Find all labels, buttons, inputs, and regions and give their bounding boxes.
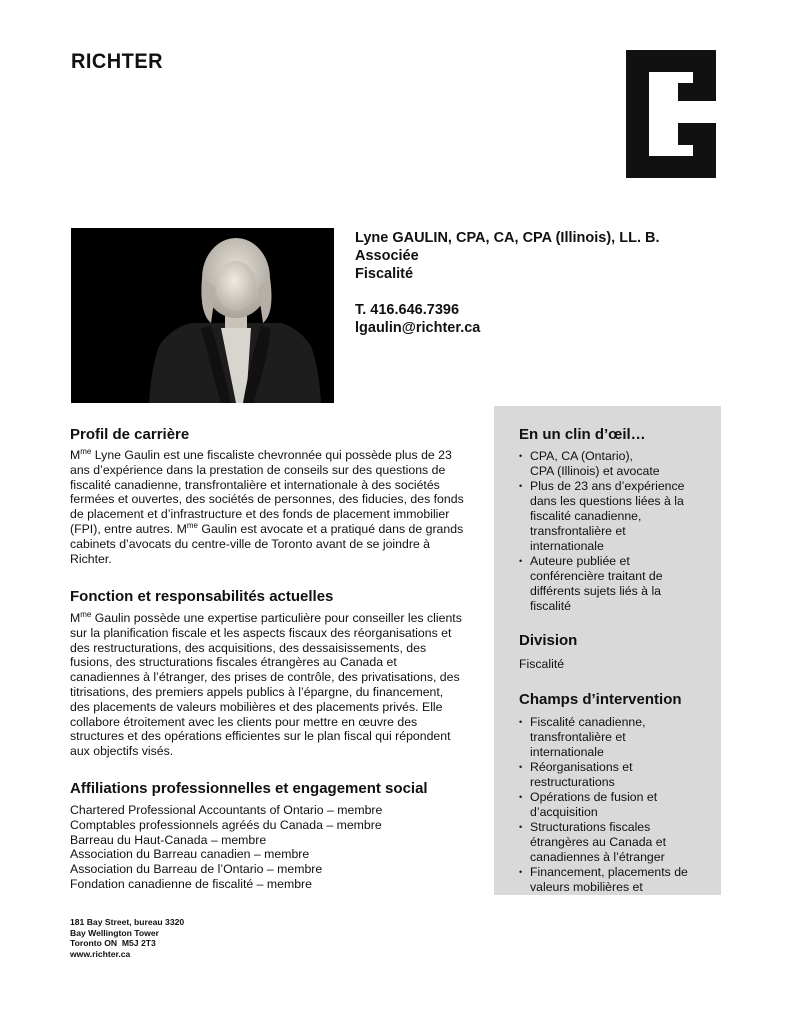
- list-item: • CPA, CA (Ontario), CPA (Illinois) et avocate: [519, 449, 699, 479]
- function-section: [70, 588, 470, 606]
- portrait-photo: [71, 228, 334, 403]
- affiliation-item: Chartered Professional Accountants of Ontario – membre: [70, 803, 383, 817]
- address-line: Toronto ON M5J 2T3: [70, 938, 156, 949]
- function-heading: Fonction et responsabilités actuelles: [70, 588, 334, 605]
- affiliation-item: Association du Barreau de l’Ontario – membre: [70, 862, 323, 877]
- career-section: [70, 426, 470, 444]
- contact-block: [355, 229, 660, 337]
- career-heading: Profil de carrière: [70, 426, 190, 443]
- affiliations-heading: Affiliations professionnelles et engagement social: [70, 780, 428, 797]
- list-item: • Structurations fiscales étrangères au Canada et canadiennes à l’étranger: [519, 820, 699, 865]
- list-item: • Réorganisations et restructurations: [519, 760, 699, 790]
- website-link[interactable]: www.richter.ca: [70, 948, 131, 959]
- division-section: [519, 632, 709, 650]
- glance-list: [519, 449, 699, 614]
- function-text: $M^{me}$ Gaulin possède une expertise particulière pour conseiller les clients sur la planification fiscale et les aspects fiscaux des réorganisations et des restructurations, des acquisitions, des dessaisissements, des fusions, des structurations fiscales étrangères au Canada et canadiennes à l’étranger, des prises de contrôle, des privatisations, des titrisations, des premiers appels publics à l’épargne, du financement, des placements de valeurs mobilières et des placements privés. Elle collabore étroitement avec les clients pour mettre en œuvre des structures et des opérations efficientes sur le plan fiscal qui répondent aux objectifs visés.: [70, 610, 462, 759]
- richter-emblem-icon: [626, 50, 716, 178]
- glance-section: [519, 426, 709, 444]
- richter-logo: RICHTER: [71, 50, 164, 73]
- list-item: • Fiscalité canadienne, transfrontalière et internationale: [519, 715, 699, 760]
- affiliation-item: Fondation canadienne de fiscalité – membre: [70, 876, 312, 891]
- address-line: Bay Wellington Tower: [70, 927, 159, 938]
- email-link[interactable]: lgaulin@richter.ca: [355, 320, 481, 336]
- list-item: • Auteure publiée et conférencière traitant de différents sujets liés à la fiscalité: [519, 554, 699, 614]
- division-heading: Division: [519, 632, 578, 649]
- career-text: $M^{me}$ Lyne Gaulin est une fiscaliste chevronnée qui possède plus de 23 ans d’expérience dans la prestation de conseils sur des questions de fiscalité canadienne, transfrontalière et internationale à des sociétés fermées et ouvertes, des sociétés de personnes, des fiducies, des fonds de placement et d’infrastructure et des fonds de placement immobilier (FPI), entre autres. $M^{me}$ Gaulin est avocate et a pratiqué dans de grands cabinets d’avocats du centre-ville de Toronto avant de se joindre à Richter.: [70, 447, 464, 566]
- affiliations-list: [70, 803, 470, 892]
- division-value: Fiscalité: [519, 657, 565, 671]
- person-department: Fiscalité: [355, 266, 414, 282]
- address-line: 181 Bay Street, bureau 3320: [70, 917, 185, 927]
- affiliation-item: Barreau du Haut-Canada – membre: [70, 832, 267, 847]
- fields-section: [519, 691, 714, 709]
- affiliation-item: Association du Barreau canadien – membre: [70, 847, 310, 862]
- list-item: • Financement, placements de valeurs mobilières et: [519, 865, 699, 895]
- fields-list: [519, 715, 699, 895]
- affiliation-item: Comptables professionnels agréés du Canada – membre: [70, 817, 382, 832]
- person-name: Lyne GAULIN, CPA, CA, CPA (Illinois), LL. B.: [355, 230, 660, 246]
- glance-heading: En un clin d’œil…: [519, 426, 646, 443]
- list-item: • Opérations de fusion et d’acquisition: [519, 790, 699, 820]
- footer-address: [70, 917, 184, 959]
- person-title: Associée: [355, 248, 419, 264]
- fields-heading: Champs d’intervention: [519, 691, 682, 708]
- phone-number[interactable]: T. 416.646.7396: [355, 302, 460, 318]
- affiliations-section: [70, 780, 490, 798]
- list-item: • Plus de 23 ans d’expérience dans les questions liées à la fiscalité canadienne, transfrontalière et internationale: [519, 479, 699, 554]
